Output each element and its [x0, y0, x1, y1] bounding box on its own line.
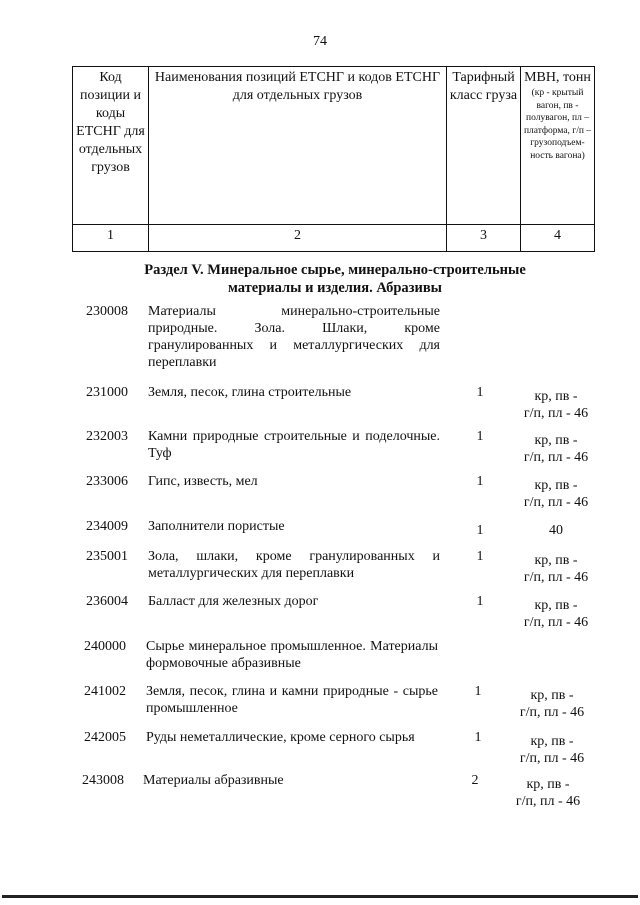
row-mvn [512, 597, 600, 631]
row-class: 1 [476, 429, 484, 444]
row-mvn [512, 522, 600, 539]
row-name: Материалы минерально-строительные природные. Зола. Шлаки, кроме гранулированных и металлургических для переплавки [148, 304, 440, 370]
row-mvn [512, 552, 600, 586]
row-mvn-line-1: кр, пв - [530, 734, 574, 749]
header-col-name: Наименования позиций ЕТСНГ и кодов ЕТСНГ для отдельных грузов [149, 67, 447, 225]
column-number-3: 3 [447, 225, 521, 252]
row-class: 2 [471, 773, 479, 788]
row-name: Зола, шлаки, кроме гранулированных и металлургических для переплавки [148, 549, 440, 581]
row-class: 1 [476, 549, 484, 564]
row-code: 241002 [84, 684, 126, 699]
row-class: 1 [476, 594, 484, 609]
row-mvn-line-1: кр, пв - [534, 553, 578, 568]
row-mvn-line-2: г/п, пл - 46 [523, 495, 589, 510]
row-mvn-line-1: кр, пв - [534, 478, 578, 493]
row-code: 232003 [86, 429, 128, 444]
header-mvn-note: (кр - крытый вагон, пв - полувагон, пл – платформа, г/п – грузоподъем-ность вагона) [523, 88, 592, 161]
header-col-mvn [521, 67, 595, 225]
row-name: Гипс, известь, мел [148, 474, 258, 489]
row-class: 1 [476, 474, 484, 489]
section-title [100, 261, 570, 297]
row-mvn-line-2: г/п, пл - 46 [523, 570, 589, 585]
row-mvn [508, 687, 596, 721]
row-class: 1 [476, 385, 484, 400]
row-mvn-line-1: кр, пв - [526, 777, 570, 792]
column-number-4: 4 [521, 225, 595, 252]
row-mvn-line-1: 40 [549, 523, 563, 538]
row-mvn [512, 432, 600, 466]
row-class: 1 [476, 523, 484, 538]
row-code: 234009 [86, 519, 128, 534]
row-class: 1 [474, 730, 482, 745]
row-code: 231000 [86, 385, 128, 400]
row-code: 242005 [84, 730, 126, 745]
header-mvn-title: МВН, тонн [524, 70, 591, 85]
row-name: Руды неметаллические, кроме серного сырья [146, 730, 415, 745]
header-col-class: Тарифный класс груза [447, 67, 521, 225]
row-mvn-line-2: г/п, пл - 46 [519, 705, 585, 720]
row-mvn-line-2: г/п, пл - 46 [515, 794, 581, 809]
row-mvn-line-2: г/п, пл - 46 [523, 450, 589, 465]
row-mvn-line-2: г/п, пл - 46 [519, 751, 585, 766]
header-col-code: Код позиции и коды ЕТСНГ для отдельных грузов [73, 67, 149, 225]
row-name: Материалы абразивные [143, 773, 284, 788]
row-code: 230008 [86, 304, 128, 319]
section-title-line-2: материалы и изделия. Абразивы [228, 280, 442, 296]
row-mvn-line-1: кр, пв - [534, 389, 578, 404]
row-mvn [512, 388, 600, 422]
column-number-1: 1 [73, 225, 149, 252]
column-number-2: 2 [149, 225, 447, 252]
bottom-rule [2, 895, 638, 898]
row-mvn-line-1: кр, пв - [534, 433, 578, 448]
row-code: 236004 [86, 594, 128, 609]
row-mvn-line-1: кр, пв - [530, 688, 574, 703]
row-class: 1 [474, 684, 482, 699]
row-mvn [504, 776, 592, 810]
row-mvn [508, 733, 596, 767]
row-mvn-line-2: г/п, пл - 46 [523, 615, 589, 630]
row-name: Земля, песок, глина и камни природные - сырье промышленное [146, 684, 438, 716]
row-name: Сырье минеральное промышленное. Материалы формовочные абразивные [146, 639, 438, 671]
page-number: 74 [313, 34, 327, 49]
header-table [72, 66, 595, 252]
row-code: 233006 [86, 474, 128, 489]
row-name: Балласт для железных дорог [148, 594, 319, 609]
row-mvn [512, 477, 600, 511]
row-name: Земля, песок, глина строительные [148, 385, 352, 400]
row-mvn-line-1: кр, пв - [534, 598, 578, 613]
section-title-line-1: Раздел V. Минеральное сырье, минерально-строительные [144, 262, 526, 278]
row-name: Заполнители пористые [148, 519, 285, 534]
row-code: 243008 [82, 773, 124, 788]
row-code: 235001 [86, 549, 128, 564]
row-code: 240000 [84, 639, 126, 654]
row-name: Камни природные строительные и поделочные. Туф [148, 429, 440, 461]
row-mvn-line-2: г/п, пл - 46 [523, 406, 589, 421]
